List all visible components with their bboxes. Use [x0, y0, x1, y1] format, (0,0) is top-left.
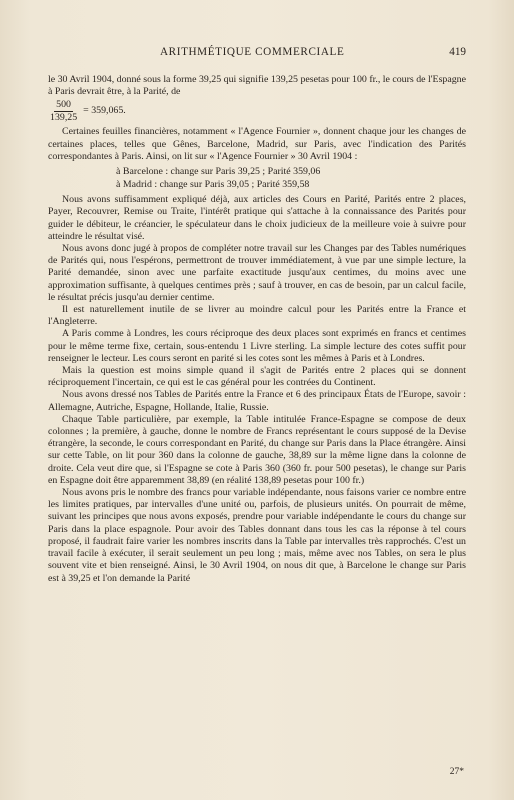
exchange-quotes [48, 166, 466, 191]
quote-madrid: à Madrid : change sur Paris 39,05 ; Parité 359,58 [116, 178, 310, 190]
paragraph-1: le 30 Avril 1904, donné sous la forme 39,25 qui signifie 139,25 pesetas pour 100 fr., le cours de l'Espagne à Paris devrait être, à la Parité, de [48, 74, 466, 98]
page-header [0, 46, 514, 62]
fraction-denominator: 139,25 [50, 111, 78, 123]
running-title: ARITHMÉTIQUE COMMERCIALE [160, 46, 345, 58]
fraction-result: = 359,065. [83, 105, 126, 117]
paragraph-9: Chaque Table particulière, par exemple, la Table intitulée France-Espagne se compose de deux colonnes ; la première, à gauche, donne le nombre de Francs représentant le cours supposé de la Devise étrangère, la seconde, le cours correspondant en Parité, du change sur Paris dans la Place étrangère. Ainsi sur cette Table, on lit pour 360 dans la colonne de gauche, 38,89 sur la même ligne dans la colonne de droite. Cela veut dire que, si l'Espagne se cote à Paris 360 (360 fr. pour 500 pesetas), le change sur Paris en Espagne doit être apparemment 38,89 (en réalité 138,89 pesetas pour 100 fr.) [48, 413, 466, 486]
quote-barcelone: à Barcelone : change sur Paris 39,25 ; Parité 359,06 [116, 166, 321, 178]
fraction-numerator: 500 [56, 98, 71, 110]
fraction-equation [48, 98, 466, 124]
page-number: 419 [449, 46, 466, 58]
paragraph-8: Nous avons dressé nos Tables de Parités entre la France et 6 des principaux États de l'Europe, savoir : Allemagne, Autriche, Espagne, Hollande, Italie, Russie. [48, 389, 466, 413]
paragraph-7: Mais la question est moins simple quand il s'agit de Parités entre 2 places qui se donnent réciproquement l'incertain, ce qui est le cas général pour les contrées du Continent. [48, 365, 466, 389]
paragraph-3: Nous avons suffisamment expliqué déjà, aux articles des Cours en Parité, Parités entre 2 places, Payer, Recouvrer, Remise ou Traite, l'intérêt pratique qui s'attache à la connaissance des Parités pour guider le débiteur, le créancier, le spéculateur dans le choix judicieux de la meilleure voie à suivre pour atteindre le résultat visé. [48, 194, 466, 242]
paragraph-5: Il est naturellement inutile de se livrer au moindre calcul pour les Parités entre la France et l'Angleterre. [48, 304, 466, 328]
paragraph-6: A Paris comme à Londres, les cours réciproque des deux places sont exprimés en francs et centimes pour le même terme fixe, certain, sous-entendu 1 Livre sterling. La simple lecture des cotes suffit pour renseigner le lecteur. Les cours seront en parité si les cotes sont les mêmes à Paris et à Londres. [48, 328, 466, 364]
page-body [48, 74, 466, 585]
paragraph-2: Certaines feuilles financières, notamment « l'Agence Fournier », donnent chaque jour les changes de certaines places, telles que Gênes, Barcelone, Madrid, sur Paris, avec l'indication des Parités correspondantes à Paris. Ainsi, on lit sur « l'Agence Fournier » 30 Avril 1904 : [48, 126, 466, 162]
fraction [48, 99, 79, 124]
paragraph-4: Nous avons donc jugé à propos de compléter notre travail sur les Changes par des Tables numériques de Parités qui, nous l'espérons, permettront de trouver immédiatement, à vue par une simple lecture, la Parité demandée, sinon avec une parfaite exactitude jusqu'aux centimes, du moins avec une approximation suffisante, à quelques centimes près ; sauf à trouver, en cas de besoin, par un calcul facile, le résultat précis jusqu'au dernier centime. [48, 243, 466, 303]
signature-mark: 27* [449, 767, 464, 777]
paragraph-10: Nous avons pris le nombre des francs pour variable indépendante, nous faisons varier ce nombre entre les limites pratiques, par intervalles d'une unité ou, parfois, de plusieurs unités. On pourrait de même, suivant les principes que nous avons exposés, prendre pour variable indépendante le cours du change sur Paris dans la place espagnole. Pour avoir des Tables donnant dans tous les cas la réponse à tel cours proposé, il faudrait faire varier les nombres inscrits dans la Table par intervalles très rapprochés. C'est un travail facile à exécuter, il serait seulement un peu long ; mais, même avec nos Tables, on sera le plus souvent vite et bien renseigné. Ainsi, le 30 Avril 1904, on nous dit que, à Barcelone le change sur Paris est à 39,25 et l'on demande la Parité [48, 487, 466, 584]
